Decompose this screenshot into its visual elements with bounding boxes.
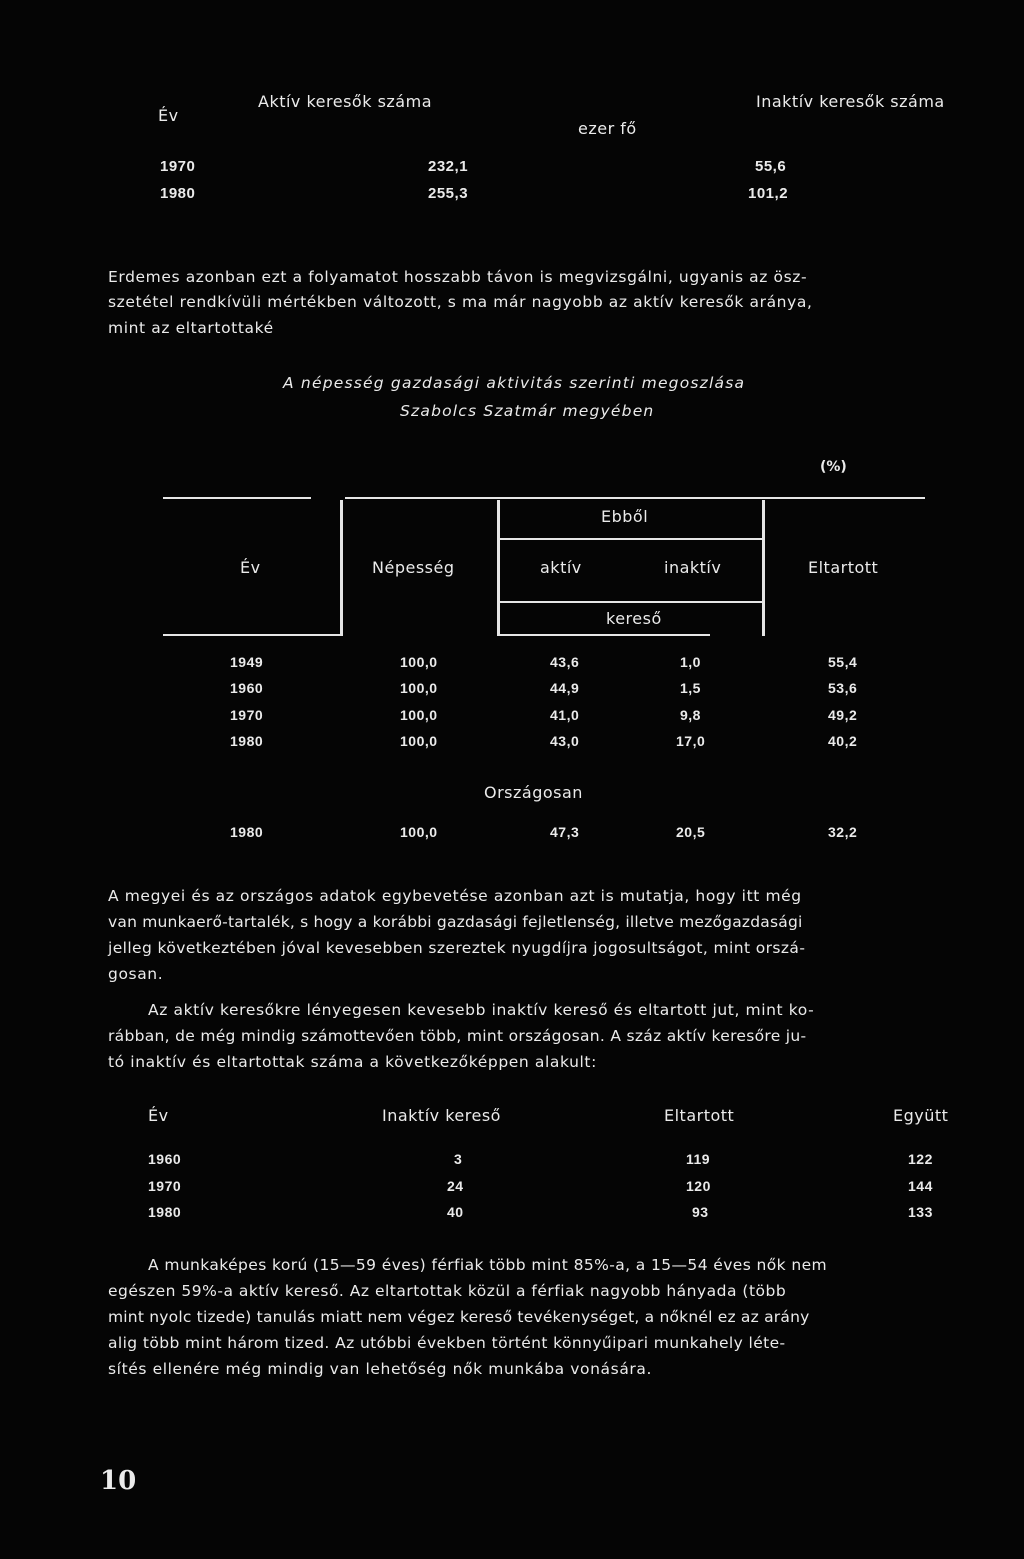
paragraph1-line1: Erdemes azonban ezt a folyamatot hosszabb távon is megvizsgálni, ugyanis az ösz- xyxy=(108,268,808,286)
paragraph1-line2: szetétel rendkívüli mértékben változott, s ma már nagyobb az aktív keresők aránya, xyxy=(108,293,813,311)
table2-top-rule-right xyxy=(345,497,925,499)
table2-row4-dependent: 40,2 xyxy=(828,733,858,749)
paragraph4-line2: egészen 59%-a aktív kereső. Az eltartottak közül a férfiak nagyobb hányada (több xyxy=(108,1282,787,1300)
paragraph4-line4: alig több mint három tized. Az utóbbi években történt könnyűipari munkahely léte- xyxy=(108,1334,786,1352)
table2-row4-active: 43,0 xyxy=(550,733,580,749)
table2-bottom-rule-mid xyxy=(500,634,710,636)
table2-header-population: Népesség xyxy=(372,558,455,577)
table3-header-year: Év xyxy=(148,1106,169,1125)
paragraph4-line3: mint nyolc tizede) tanulás miatt nem végez kereső tevékenységet, a nőknél ez az arány xyxy=(108,1308,810,1326)
table2-row2-active: 44,9 xyxy=(550,680,580,696)
table2-header-dependent: Eltartott xyxy=(808,558,879,577)
table3-row1-dependent: 119 xyxy=(686,1151,711,1167)
table1-row1-active: 232,1 xyxy=(428,158,469,175)
paragraph2-line3: jelleg következtében jóval kevesebben szereztek nyugdíjra jogosultságot, mint orszá- xyxy=(108,939,806,957)
table2-header-ebbol: Ebből xyxy=(601,507,649,526)
table3-row3-inactive: 40 xyxy=(447,1204,464,1220)
table2-row1-year: 1949 xyxy=(230,654,264,670)
table2-row4-year: 1980 xyxy=(230,733,264,749)
table2-national-year: 1980 xyxy=(230,824,264,840)
table2-caption-line1: A népesség gazdasági aktivitás szerinti megoszlása xyxy=(283,374,746,392)
table1-row1-inactive: 55,6 xyxy=(755,158,787,175)
table2-row1-inactive: 1,0 xyxy=(680,654,701,670)
table2-ebbol-rule xyxy=(500,538,762,540)
table2-row4-inactive: 17,0 xyxy=(676,733,706,749)
table3-header-dependent: Eltartott xyxy=(664,1106,735,1125)
table2-row3-inactive: 9,8 xyxy=(680,707,701,723)
table1-header-year: Év xyxy=(158,106,179,125)
table3-header-inactive: Inaktív kereső xyxy=(382,1106,501,1125)
paragraph2-line4: gosan. xyxy=(108,965,164,983)
table2-bottom-rule-left xyxy=(163,634,341,636)
table2-national-dependent: 32,2 xyxy=(828,824,858,840)
table3-row2-inactive: 24 xyxy=(447,1178,464,1194)
table2-unit: (%) xyxy=(820,459,847,475)
table2-row2-inactive: 1,5 xyxy=(680,680,701,696)
table2-row2-dependent: 53,6 xyxy=(828,680,858,696)
paragraph2-line1: A megyei és az országos adatok egybevetése azonban azt is mutatja, hogy itt még xyxy=(108,887,802,905)
table2-vline-3 xyxy=(762,500,765,636)
table2-national-population: 100,0 xyxy=(400,824,438,840)
table2-row3-active: 41,0 xyxy=(550,707,580,723)
table3-row2-total: 144 xyxy=(908,1178,933,1194)
page-number: 10 xyxy=(100,1466,137,1496)
table3-row1-year: 1960 xyxy=(148,1151,182,1167)
table1-row2-active: 255,3 xyxy=(428,185,469,202)
table2-row3-year: 1970 xyxy=(230,707,264,723)
table2-top-rule-left xyxy=(163,497,311,499)
table2-row4-population: 100,0 xyxy=(400,733,438,749)
table3-row1-total: 122 xyxy=(908,1151,933,1167)
paragraph3-line1: Az aktív keresőkre lényegesen kevesebb inaktív kereső és eltartott jut, mint ko- xyxy=(148,1001,815,1019)
table2-row1-dependent: 55,4 xyxy=(828,654,858,670)
paragraph3-line3: tó inaktív és eltartottak száma a következőképpen alakult: xyxy=(108,1053,597,1071)
table3-header-total: Együtt xyxy=(893,1106,949,1125)
table2-row1-active: 43,6 xyxy=(550,654,580,670)
table2-kereso-rule xyxy=(500,601,762,603)
table2-national-label: Országosan xyxy=(484,783,583,802)
table2-header-kereso: kereső xyxy=(606,609,662,628)
table2-row2-year: 1960 xyxy=(230,680,264,696)
table2-national-inactive: 20,5 xyxy=(676,824,706,840)
table2-vline-2 xyxy=(497,500,500,636)
paragraph2-line2: van munkaerő-tartalék, s hogy a korábbi gazdasági fejletlenség, illetve mezőgazdasági xyxy=(108,913,803,931)
table3-row2-year: 1970 xyxy=(148,1178,182,1194)
paragraph3-line2: rábban, de még mindig számottevően több, mint országosan. A száz aktív keresőre ju- xyxy=(108,1027,807,1045)
table2-vline-1 xyxy=(340,500,343,636)
table2-national-active: 47,3 xyxy=(550,824,580,840)
table1-header-unit: ezer fő xyxy=(578,119,637,138)
table2-caption-line2: Szabolcs Szatmár megyében xyxy=(400,402,655,420)
paragraph4-line1: A munkaképes korú (15—59 éves) férfiak több mint 85%-a, a 15—54 éves nők nem xyxy=(148,1256,828,1274)
paragraph1-line3: mint az eltartottaké xyxy=(108,319,274,337)
table1-row2-inactive: 101,2 xyxy=(748,185,789,202)
table3-row3-year: 1980 xyxy=(148,1204,182,1220)
paragraph4-line5: sítés ellenére még mindig van lehetőség nők munkába vonására. xyxy=(108,1360,653,1378)
table3-row2-dependent: 120 xyxy=(686,1178,711,1194)
table1-header-inactive: Inaktív keresők száma xyxy=(756,92,945,111)
table2-row3-dependent: 49,2 xyxy=(828,707,858,723)
table1-header-active: Aktív keresők száma xyxy=(258,92,432,111)
table3-row3-dependent: 93 xyxy=(692,1204,709,1220)
table2-header-inactive: inaktív xyxy=(664,558,722,577)
table2-header-active: aktív xyxy=(540,558,582,577)
table3-row1-inactive: 3 xyxy=(454,1151,463,1167)
table2-row3-population: 100,0 xyxy=(400,707,438,723)
table2-row1-population: 100,0 xyxy=(400,654,438,670)
table1-row2-year: 1980 xyxy=(160,185,196,202)
table2-row2-population: 100,0 xyxy=(400,680,438,696)
table3-row3-total: 133 xyxy=(908,1204,933,1220)
table2-header-year: Év xyxy=(240,558,261,577)
table1-row1-year: 1970 xyxy=(160,158,196,175)
